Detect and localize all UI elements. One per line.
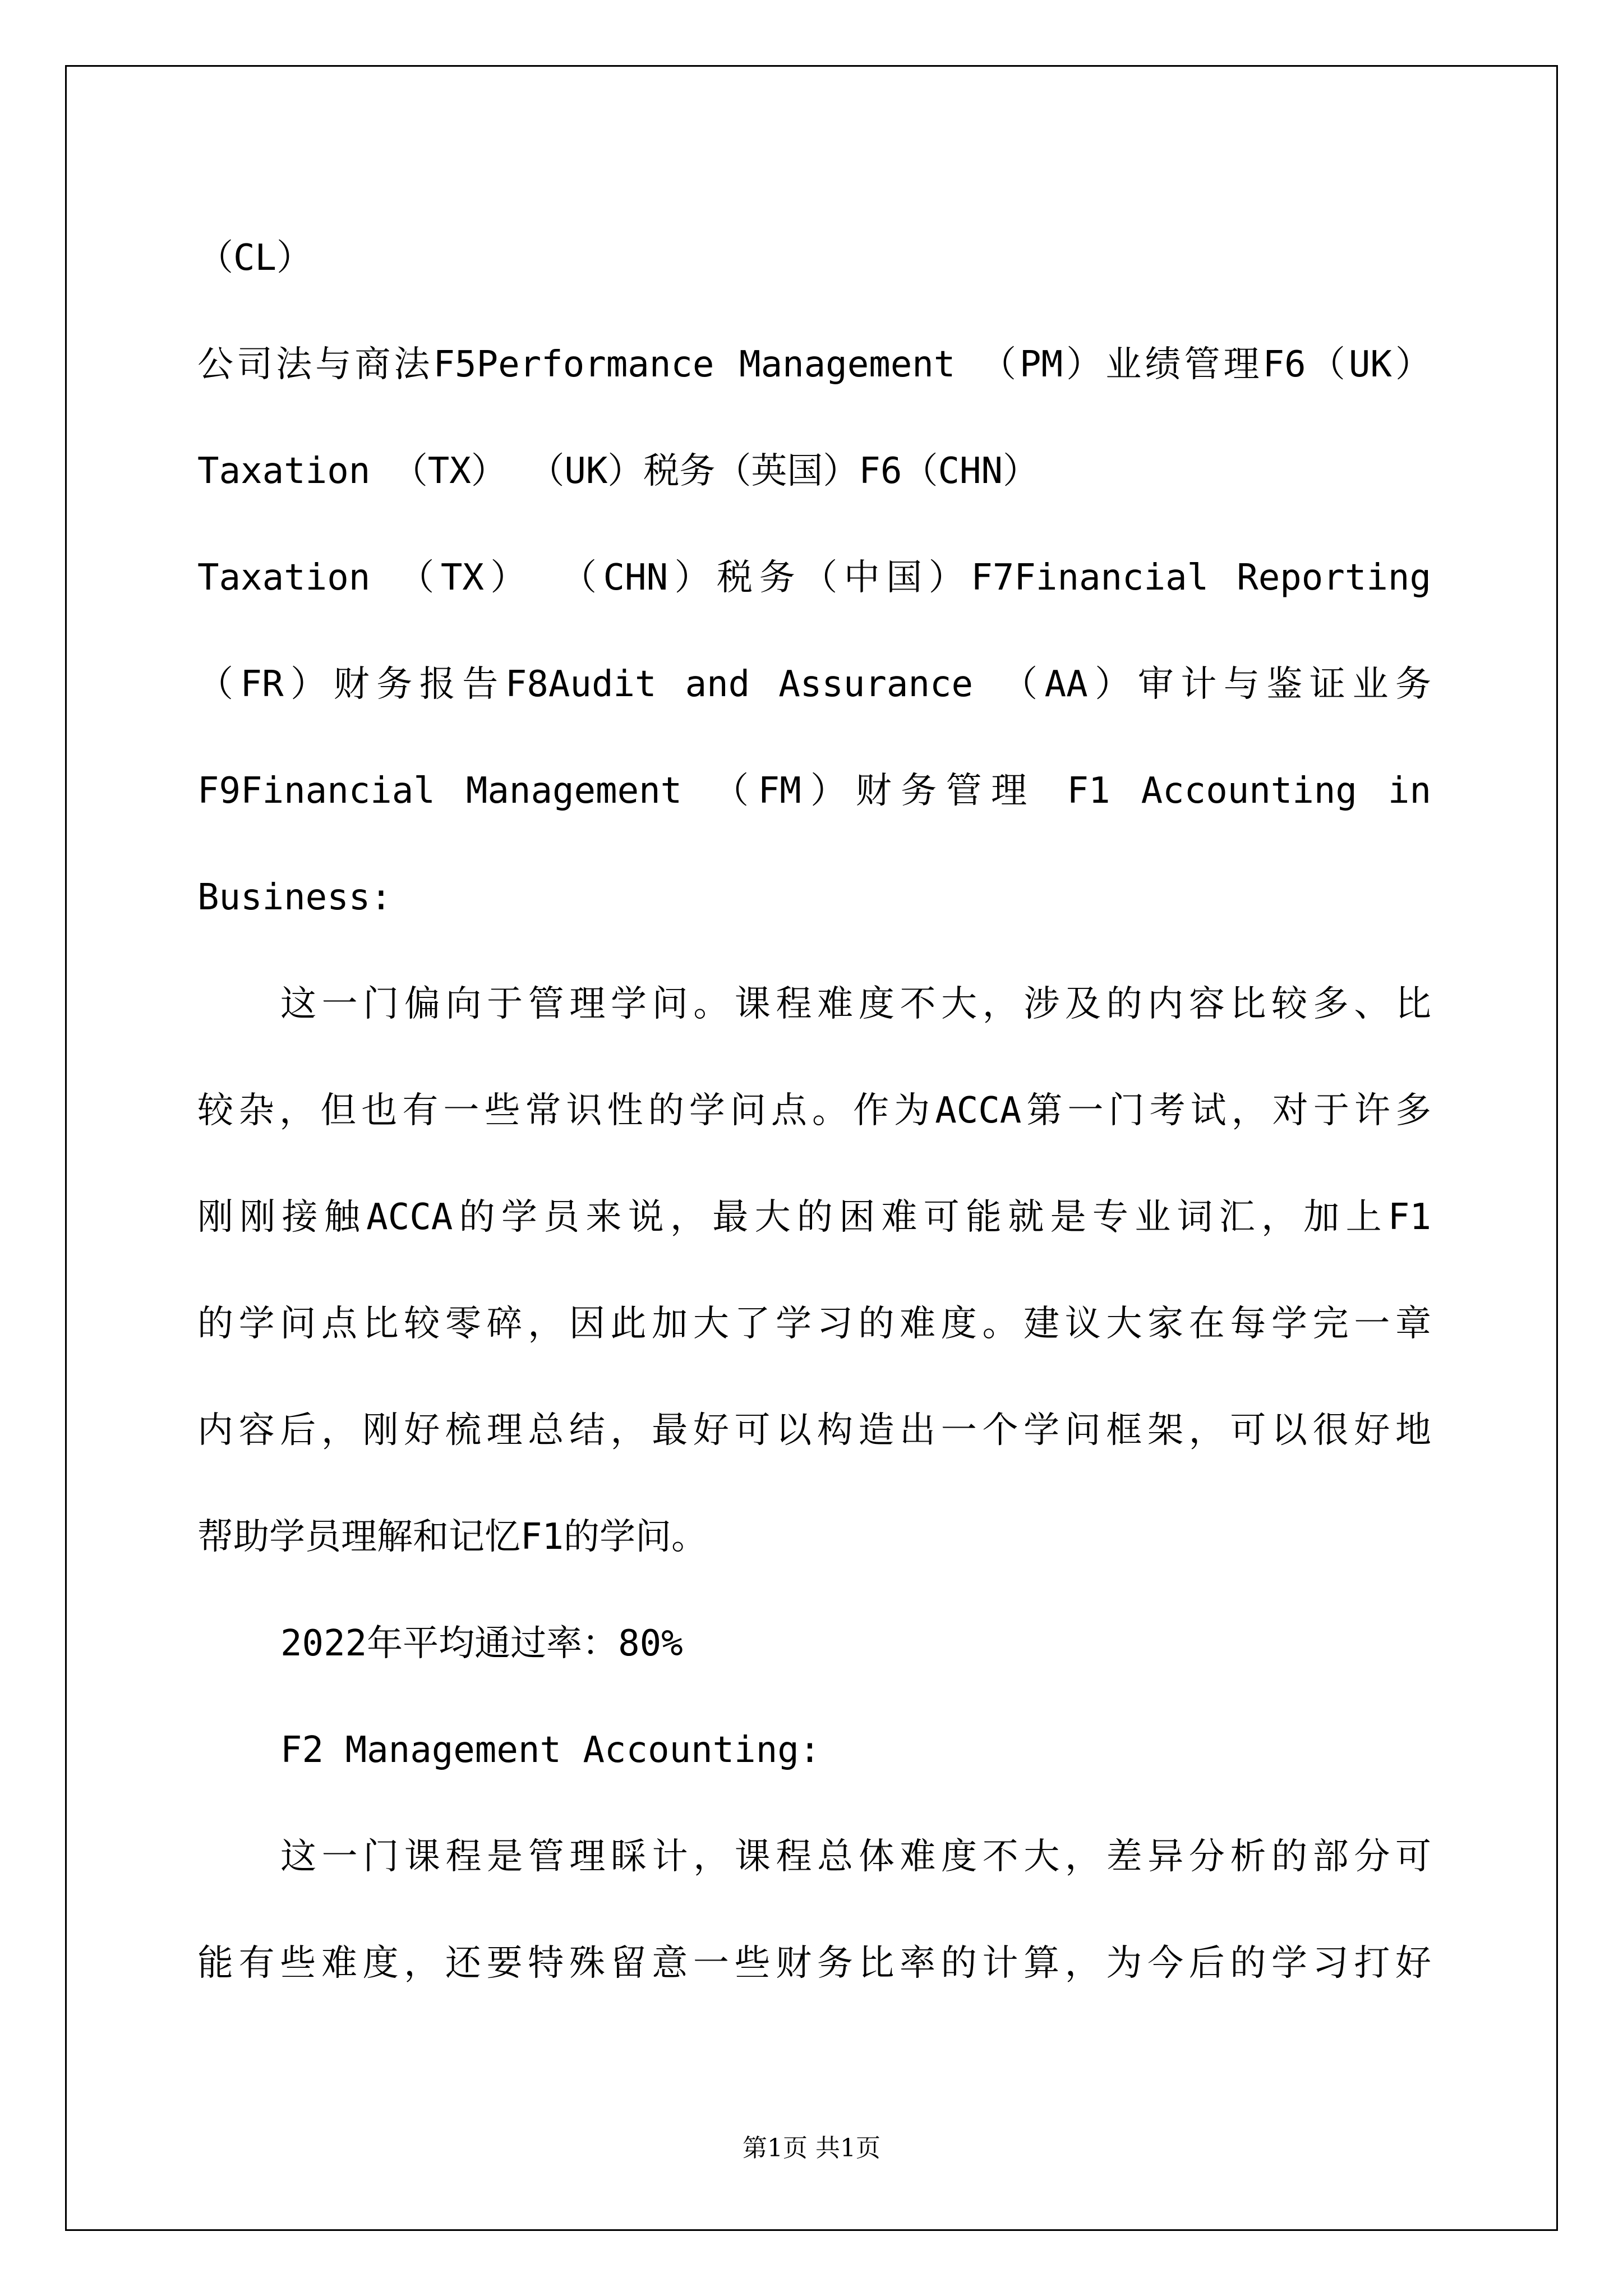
page-number-footer: 第1页 共1页 <box>743 2134 880 2162</box>
text-line-f2-para-1: 这一门课程是管理睬计，课程总体难度不大，差异分析的部分可 <box>280 1836 1431 1878</box>
text-line-course-list-1: 公司法与商法F5Performance Management （PM）业绩管理F6（UK） <box>197 344 1431 385</box>
text-line-f1-para-1: 这一门偏向于管理学问。课程难度不大，涉及的内容比较多、比 <box>280 983 1431 1025</box>
text-line-course-list-2: Taxation （TX） （UK）税务（英国）F6（CHN） <box>197 450 1039 492</box>
text-line-course-list-3: Taxation （TX） （CHN）税务（中国）F7Financial Reporting <box>197 557 1431 599</box>
text-line-f1-heading: Business: <box>197 877 392 918</box>
text-line-f1-para-5: 内容后，刚好梳理总结，最好可以构造出一个学问框架，可以很好地 <box>197 1410 1431 1451</box>
text-line-f2-heading: F2 Management Accounting: <box>280 1729 821 1771</box>
text-line-course-list-5: F9Financial Management （FM）财务管理 F1 Accounting in <box>197 770 1431 812</box>
text-line-pass-rate: 2022年平均通过率：80% <box>280 1623 683 1664</box>
text-line-f2-para-2: 能有些难度，还要特殊留意一些财务比率的计算，为今后的学习打好 <box>197 1943 1431 1984</box>
text-line-f1-para-3: 刚刚接触ACCA的学员来说，最大的困难可能就是专业词汇，加上F1 <box>197 1197 1431 1238</box>
text-line-cl: （CL） <box>197 237 313 279</box>
text-line-f1-para-6: 帮助学员理解和记忆F1的学问。 <box>197 1516 708 1558</box>
text-line-course-list-4: （FR）财务报告F8Audit and Assurance （AA）审计与鉴证业务 <box>197 664 1431 705</box>
document-body <box>197 205 1431 2017</box>
text-line-f1-para-4: 的学问点比较零碎，因此加大了学习的难度。建议大家在每学完一章 <box>197 1303 1431 1345</box>
text-line-f1-para-2: 较杂，但也有一些常识性的学问点。作为ACCA第一门考试，对于许多 <box>197 1090 1431 1131</box>
